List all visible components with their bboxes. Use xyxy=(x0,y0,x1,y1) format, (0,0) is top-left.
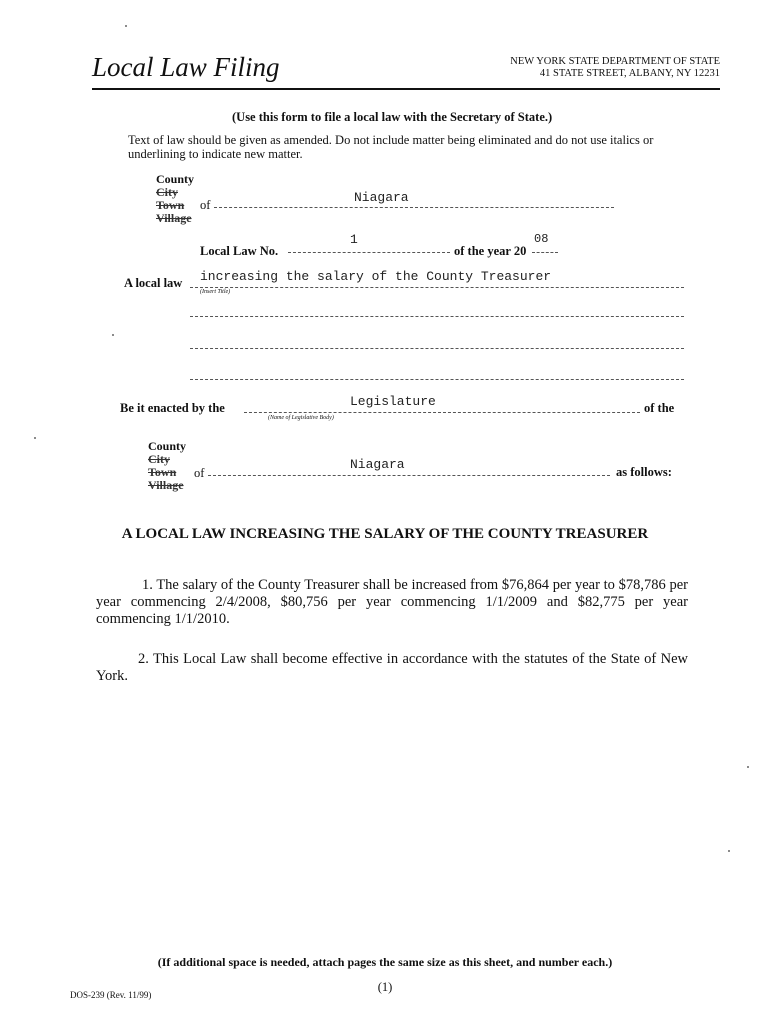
law-paragraph-2: 2. This Local Law shall become effective in accordance with the statutes of the State of New York. xyxy=(96,651,688,684)
muni-option-county: County xyxy=(156,172,195,186)
legislative-body-field[interactable] xyxy=(244,394,640,413)
muni-options-1 xyxy=(156,173,194,225)
scan-speck xyxy=(747,766,749,768)
additional-space-note: (If additional space is needed, attach pages the same size as this sheet, and number each.) xyxy=(157,955,613,969)
department-name: NEW YORK STATE DEPARTMENT OF STATE xyxy=(510,56,720,67)
municipality-field-1[interactable] xyxy=(214,192,614,208)
law-title-value: increasing the salary of the County Treasurer xyxy=(200,269,552,284)
year-label: of the year 20 xyxy=(454,244,527,258)
of-the-label: of the xyxy=(644,401,675,415)
law-paragraph-1: 1. The salary of the County Treasurer shall be increased from $76,864 per year to $78,786 per year commencing 2/4/2008, $80,756 per year commencing 1/1/2009 and $82,775 per year commencing 1/1/2010. xyxy=(96,577,688,627)
law-no-field[interactable] xyxy=(288,232,450,253)
of-label-1: of xyxy=(200,198,211,212)
insert-title-hint: (Insert Title) xyxy=(200,289,231,295)
law-title-field[interactable] xyxy=(190,270,684,288)
law-title-line-4[interactable] xyxy=(190,365,684,380)
scan-speck xyxy=(112,334,114,336)
muni-option-town-2: Town xyxy=(148,465,177,479)
muni-option-county-2: County xyxy=(148,439,187,453)
muni-options-2 xyxy=(148,440,186,492)
scan-speck xyxy=(34,437,36,439)
municipality-field-2[interactable] xyxy=(208,457,610,476)
scan-speck xyxy=(728,850,730,852)
muni-option-city: City xyxy=(156,185,178,199)
law-heading: A LOCAL LAW INCREASING THE SALARY OF THE COUNTY TREASURER xyxy=(121,526,649,542)
form-number: DOS-239 (Rev. 11/99) xyxy=(70,990,152,1000)
page-number: (1) xyxy=(377,980,393,994)
department-block xyxy=(470,56,720,80)
enacted-label: Be it enacted by the xyxy=(120,401,225,415)
year-value: 08 xyxy=(534,232,549,246)
legislative-body-hint: (Name of Legislative Body) xyxy=(268,415,334,421)
of-label-2: of xyxy=(194,466,205,480)
form-title: Local Law Filing xyxy=(92,52,280,82)
municipality-value-2: Niagara xyxy=(350,457,405,472)
year-field[interactable] xyxy=(532,232,558,253)
department-address: 41 STATE STREET, ALBANY, NY 12231 xyxy=(539,68,720,79)
law-title-line-3[interactable] xyxy=(190,334,684,349)
legislative-body-value: Legislature xyxy=(350,394,436,409)
law-no-value: 1 xyxy=(350,232,358,247)
muni-option-village-2: Village xyxy=(148,478,184,492)
title-rule xyxy=(92,88,720,90)
muni-option-town: Town xyxy=(156,198,185,212)
local-law-label: A local law xyxy=(124,276,183,290)
muni-option-village: Village xyxy=(156,211,192,225)
law-title-line-2[interactable] xyxy=(190,302,684,317)
as-follows-label: as follows: xyxy=(616,465,672,479)
muni-option-city-2: City xyxy=(148,452,170,466)
scan-speck xyxy=(125,25,127,27)
text-note: Text of law should be given as amended. Do not include matter being eliminated and do not use italics or underlining to indicate new matter. xyxy=(128,133,654,161)
use-form-instruction: (Use this form to file a local law with the Secretary of State.) xyxy=(232,110,553,124)
law-no-label: Local Law No. xyxy=(200,244,279,258)
municipality-value-1: Niagara xyxy=(354,190,409,205)
